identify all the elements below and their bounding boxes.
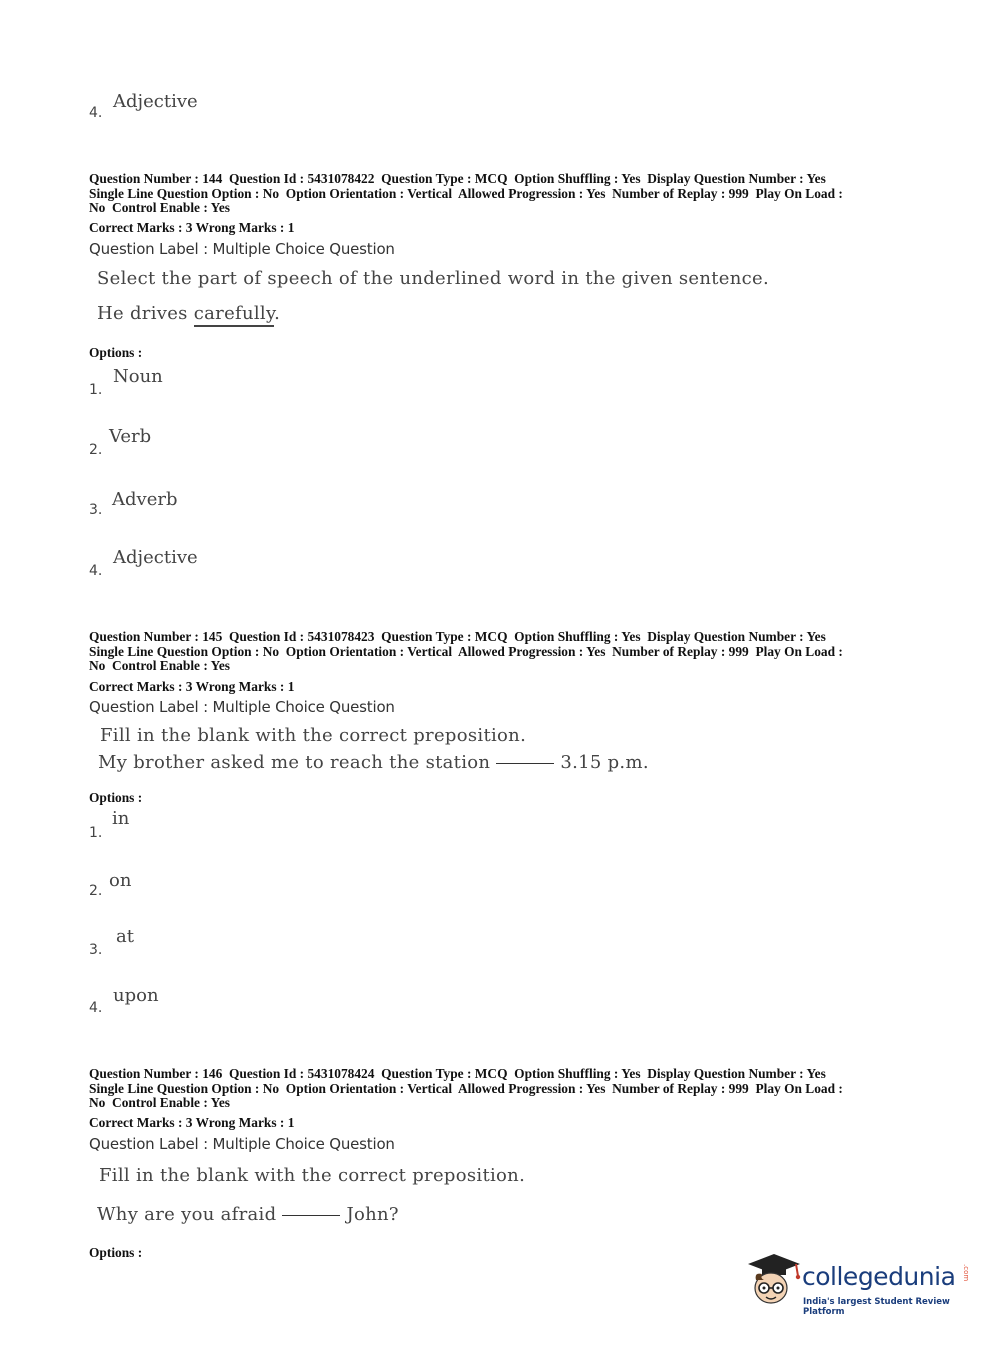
option-number: 4. [89,563,103,579]
option-text: at [116,926,134,947]
logo-tagline: India's largest Student Review Platform [803,1297,950,1317]
sentence-text: He drives [97,303,194,324]
option-number: 4. [89,1000,103,1016]
blank-line [282,1215,340,1216]
option-text: Adjective [113,547,198,568]
option-number: 3. [89,502,103,518]
question-stem: Fill in the blank with the correct preposition. [99,1165,526,1186]
options-label: Options : [89,790,143,805]
option-number: 1. [89,382,103,398]
question-sentence [97,303,280,324]
option-number: 2. [89,883,103,899]
option-text: Adverb [112,489,178,510]
question-stem: Select the part of speech of the underlined word in the given sentence. [97,268,770,289]
option-number: 1. [89,825,103,841]
option-number: 2. [89,442,103,458]
question-meta: Question Number : 145 Question Id : 5431078423 Question Type : MCQ Option Shuffling : Yes Display Question Number : Yes Single Line Question Option : No Option Orientation : Vertical Allowed Progression : Yes Number of Replay : 999 Play On Load : No Control Enable : Yes [89,629,843,673]
options-label: Options : [89,1245,143,1260]
question-marks: Correct Marks : 3 Wrong Marks : 1 [89,220,295,235]
question-meta: Question Number : 146 Question Id : 5431078424 Question Type : MCQ Option Shuffling : Yes Display Question Number : Yes Single Line Question Option : No Option Orientation : Vertical Allowed Progression : Yes Number of Replay : 999 Play On Load : No Control Enable : Yes [89,1066,843,1110]
mascot-icon [740,1250,802,1312]
question-sentence [98,752,649,773]
question-meta: Question Number : 144 Question Id : 5431078422 Question Type : MCQ Option Shuffling : Yes Display Question Number : Yes Single Line Question Option : No Option Orientation : Vertical Allowed Progression : Yes Number of Replay : 999 Play On Load : No Control Enable : Yes [89,171,843,215]
option-text: on [109,870,132,891]
collegedunia-logo [740,1250,975,1320]
sentence-text: My brother asked me to reach the station [98,752,491,773]
sentence-end: . [274,303,281,324]
option-number: 4. [89,105,103,121]
options-label: Options : [89,345,143,360]
blank-line [496,763,554,764]
question-label: Question Label : Multiple Choice Question [89,698,395,716]
option-text: Noun [113,366,163,387]
question-label: Question Label : Multiple Choice Question [89,240,395,258]
question-label: Question Label : Multiple Choice Question [89,1135,395,1153]
logo-wordmark: collegedunia [802,1262,956,1291]
question-marks: Correct Marks : 3 Wrong Marks : 1 [89,679,295,694]
question-sentence [97,1204,399,1225]
option-text: upon [113,985,159,1006]
sentence-end: 3.15 p.m. [560,752,649,773]
question-stem: Fill in the blank with the correct preposition. [100,725,527,746]
option-text: Verb [109,426,152,447]
logo-dotcom: .com [962,1264,970,1282]
question-marks: Correct Marks : 3 Wrong Marks : 1 [89,1115,295,1130]
option-number: 3. [89,942,103,958]
sentence-end: John? [346,1204,399,1225]
option-text: in [112,808,130,829]
option-text: Adjective [113,91,198,112]
sentence-text: Why are you afraid [97,1204,277,1225]
underlined-word: carefully [194,303,274,327]
